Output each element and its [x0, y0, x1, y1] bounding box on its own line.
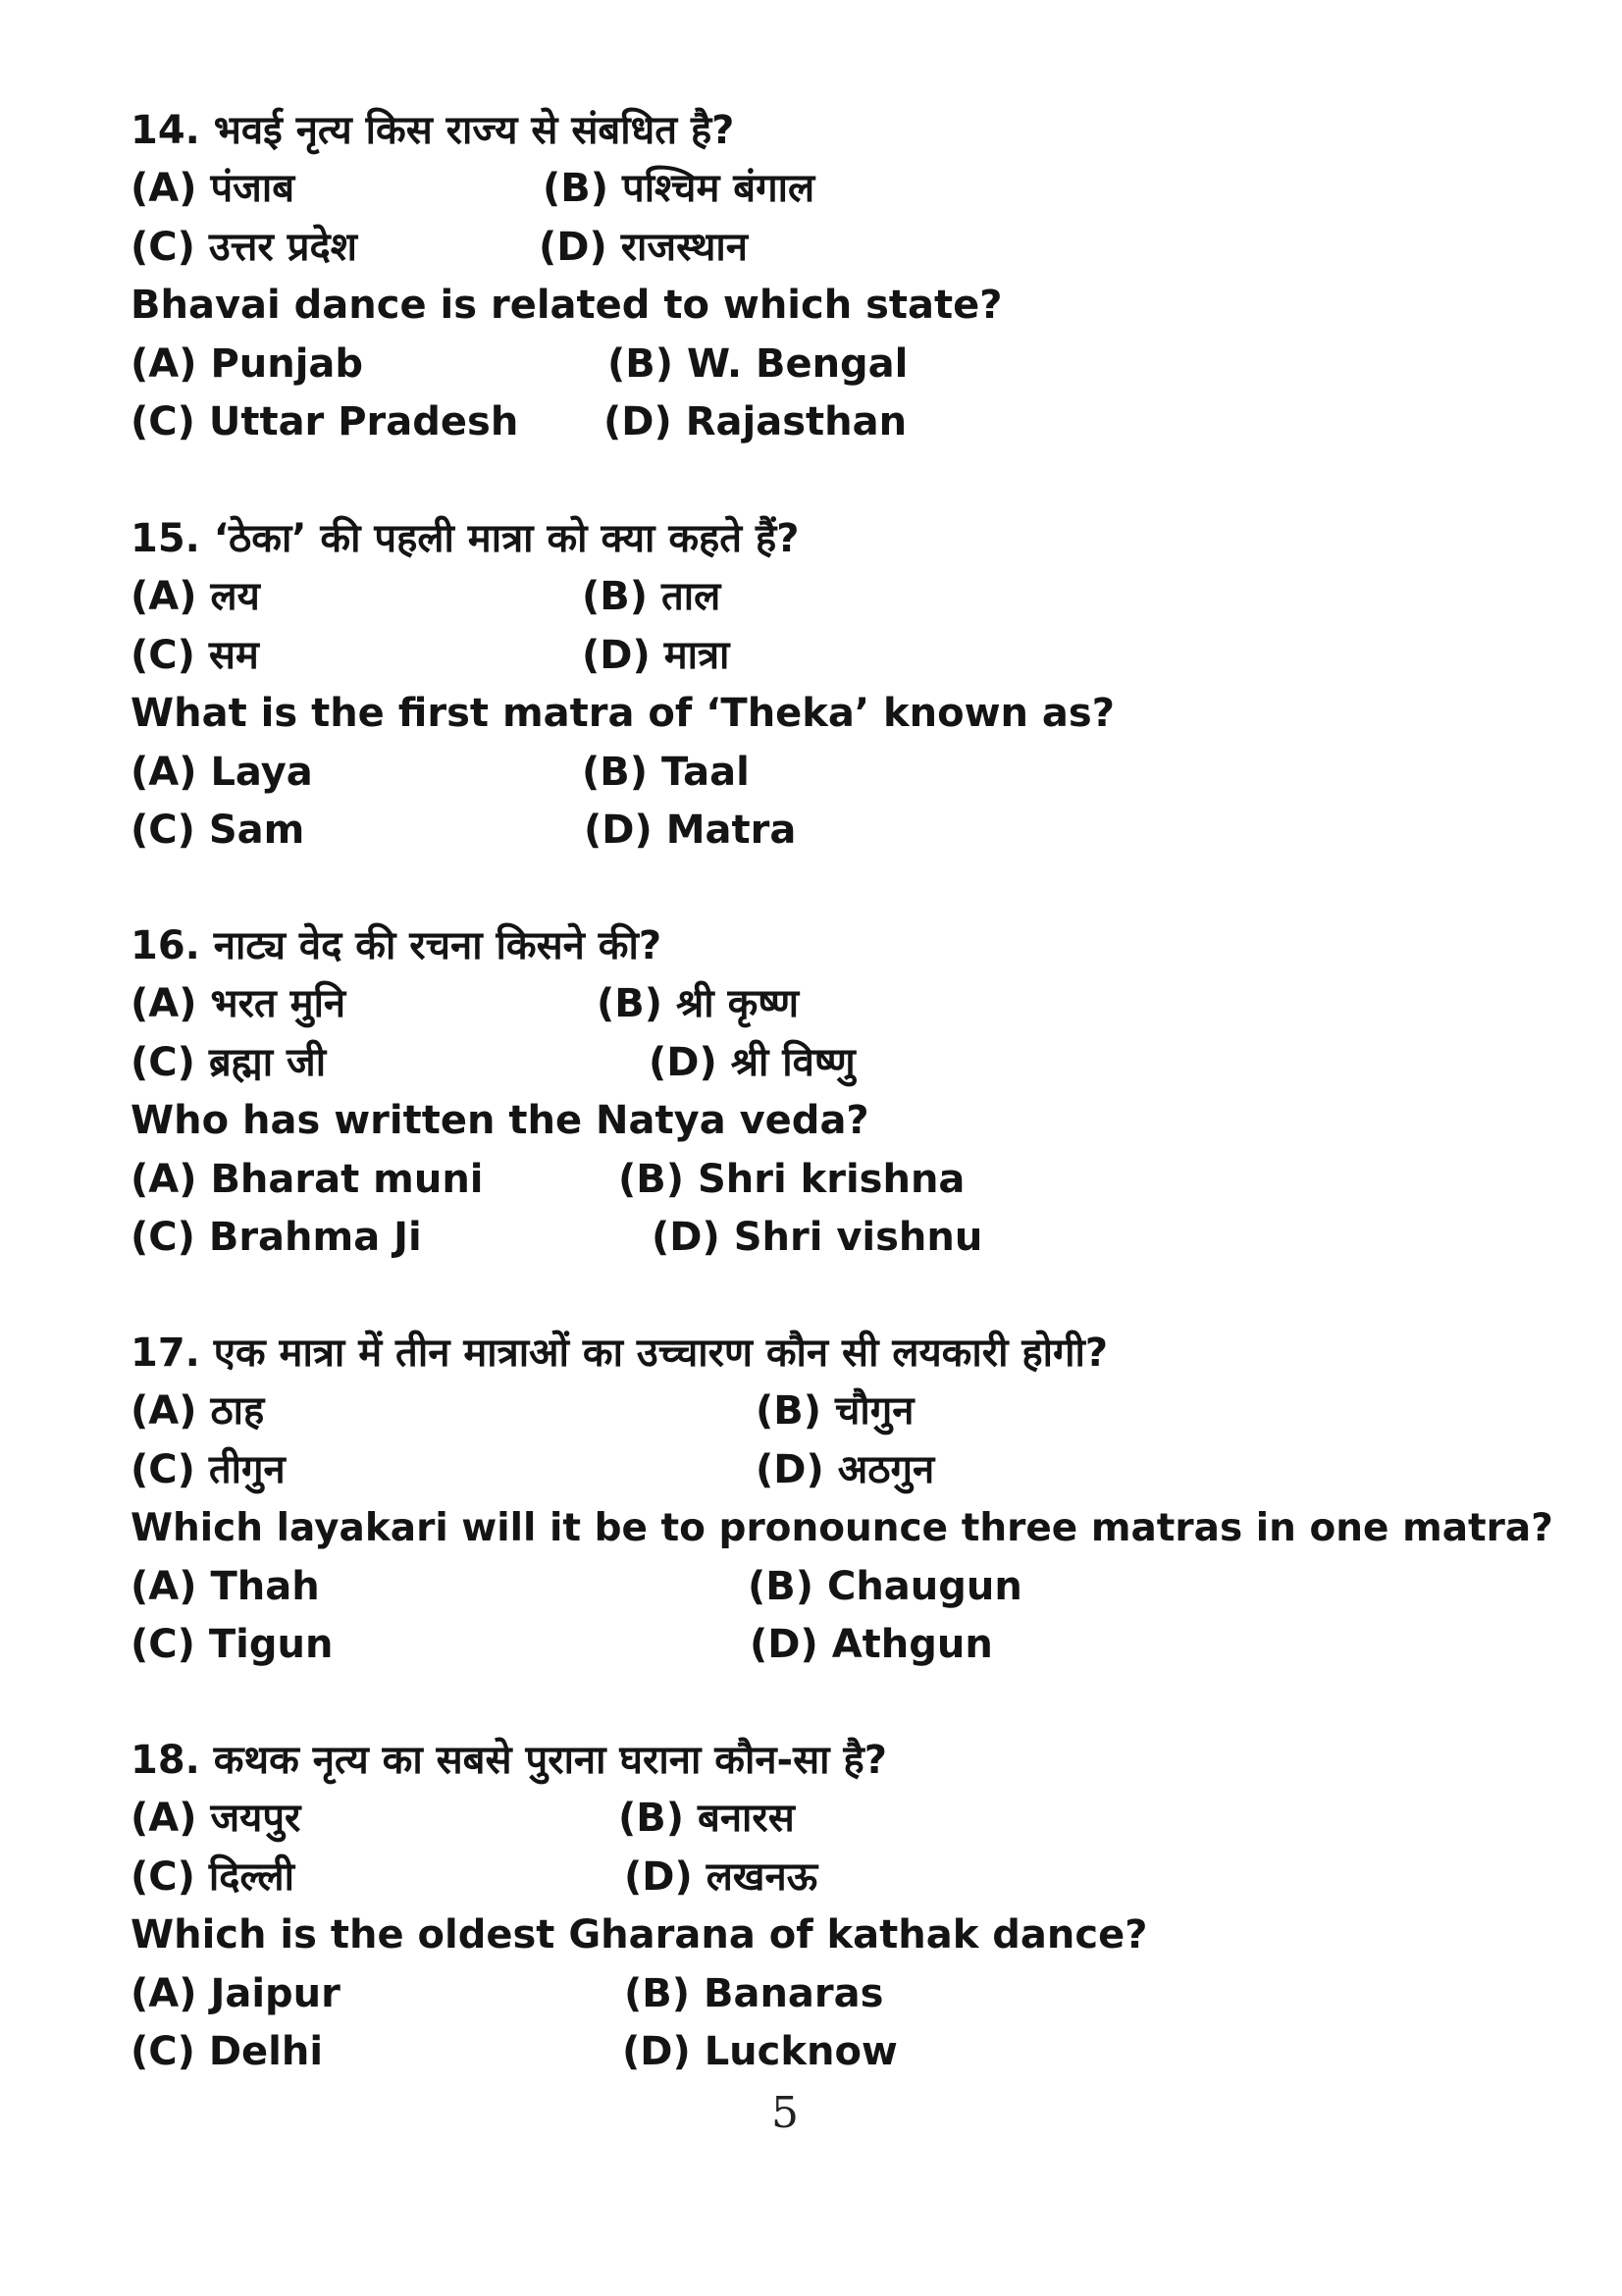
hindi-options-row-1	[131, 1790, 1563, 1848]
english-option-c: (C) Tigun	[131, 1621, 334, 1667]
hindi-option-b: (B) श्री कृष्ण	[597, 981, 800, 1027]
english-question: Which is the oldest Gharana of kathak dance?	[131, 1912, 1148, 1958]
hindi-option-c: (C) उत्तर प्रदेश	[131, 224, 357, 270]
hindi-options-row-1	[131, 1383, 1563, 1440]
english-option-d: (D) Matra	[584, 807, 797, 853]
hindi-option-a: (A) जयपुर	[131, 1796, 301, 1842]
english-option-b: (B) Banaras	[624, 1970, 884, 2016]
hindi-option-b: (B) ताल	[582, 574, 721, 620]
english-option-a: (A) Bharat muni	[131, 1156, 484, 1202]
english-question: Bhavai dance is related to which state?	[131, 283, 1003, 329]
english-options-row-2	[131, 1616, 1563, 1674]
hindi-options-row-2	[131, 1441, 1563, 1499]
hindi-option-c: (C) तीगुन	[131, 1446, 286, 1492]
hindi-option-c: (C) ब्रह्मा जी	[131, 1039, 327, 1085]
hindi-option-b: (B) बनारस	[618, 1796, 795, 1842]
english-options-row-2	[131, 393, 1563, 451]
english-option-a: (A) Jaipur	[131, 1970, 340, 2016]
english-option-d: (D) Rajasthan	[603, 398, 908, 444]
hindi-options-row-2	[131, 1849, 1563, 1906]
hindi-option-d: (D) लखनऊ	[624, 1853, 818, 1900]
hindi-question: 15. ‘ठेका’ की पहली मात्रा को क्या कहते हैं?	[131, 516, 800, 561]
hindi-option-b: (B) पश्चिम बंगाल	[543, 166, 815, 212]
english-option-b: (B) Chaugun	[748, 1563, 1022, 1609]
hindi-option-a: (A) ठाह	[131, 1388, 265, 1435]
english-question: What is the first matra of ‘Theka’ known as?	[131, 691, 1115, 737]
english-option-b: (B) Shri krishna	[618, 1156, 966, 1202]
english-options-row-2	[131, 802, 1563, 860]
hindi-options-row-1	[131, 568, 1563, 626]
english-question: Who has written the Natya veda?	[131, 1098, 869, 1144]
english-option-d: (D) Lucknow	[622, 2028, 898, 2074]
english-option-d: (D) Shri vishnu	[652, 1214, 983, 1260]
english-option-d: (D) Athgun	[750, 1621, 993, 1667]
english-option-c: (C) Uttar Pradesh	[131, 398, 519, 444]
english-options-row-1	[131, 336, 1563, 393]
english-options-row-1	[131, 1151, 1563, 1209]
hindi-option-a: (A) भरत मुनि	[131, 981, 346, 1027]
english-options-row-1	[131, 1965, 1563, 2023]
hindi-question: 14. भवई नृत्य किस राज्य से संबधित है?	[131, 108, 735, 153]
hindi-options-row-2	[131, 219, 1563, 277]
english-option-b: (B) Taal	[582, 749, 750, 795]
hindi-options-row-1	[131, 160, 1563, 218]
english-options-row-1	[131, 1558, 1563, 1616]
hindi-option-d: (D) श्री विष्णु	[649, 1039, 856, 1085]
english-option-c: (C) Brahma Ji	[131, 1214, 422, 1260]
hindi-option-a: (A) पंजाब	[131, 166, 295, 212]
question-16	[131, 917, 1563, 1267]
english-options-row-2	[131, 2023, 1563, 2081]
hindi-options-row-2	[131, 1034, 1563, 1092]
question-17	[131, 1325, 1563, 1674]
hindi-option-d: (D) अठगुन	[756, 1446, 935, 1492]
hindi-option-c: (C) दिल्ली	[131, 1853, 294, 1900]
hindi-question: 17. एक मात्रा में तीन मात्राओं का उच्चारण कौन सी लयकारी होगी?	[131, 1331, 1109, 1376]
english-option-a: (A) Thah	[131, 1563, 320, 1609]
english-option-b: (B) W. Bengal	[607, 340, 909, 387]
english-question: Which layakari will it be to pronounce three matras in one matra?	[131, 1506, 1553, 1551]
hindi-option-d: (D) राजस्थान	[539, 224, 748, 270]
hindi-question: 16. नाट्य वेद की रचना किसने की?	[131, 923, 662, 968]
question-15	[131, 510, 1563, 860]
hindi-options-row-2	[131, 627, 1563, 685]
english-options-row-2	[131, 1209, 1563, 1267]
english-option-c: (C) Sam	[131, 807, 305, 853]
hindi-option-d: (D) मात्रा	[582, 632, 730, 678]
english-option-a: (A) Punjab	[131, 340, 364, 387]
page-number: 5	[771, 2088, 799, 2138]
hindi-question: 18. कथक नृत्य का सबसे पुराना घराना कौन-सा है?	[131, 1738, 887, 1783]
english-options-row-1	[131, 744, 1563, 802]
hindi-options-row-1	[131, 975, 1563, 1033]
hindi-option-c: (C) सम	[131, 632, 259, 678]
english-option-a: (A) Laya	[131, 749, 313, 795]
question-18	[131, 1732, 1563, 2081]
hindi-option-a: (A) लय	[131, 574, 260, 620]
hindi-option-b: (B) चौगुन	[756, 1388, 915, 1435]
english-option-c: (C) Delhi	[131, 2028, 324, 2074]
question-14	[131, 102, 1563, 451]
